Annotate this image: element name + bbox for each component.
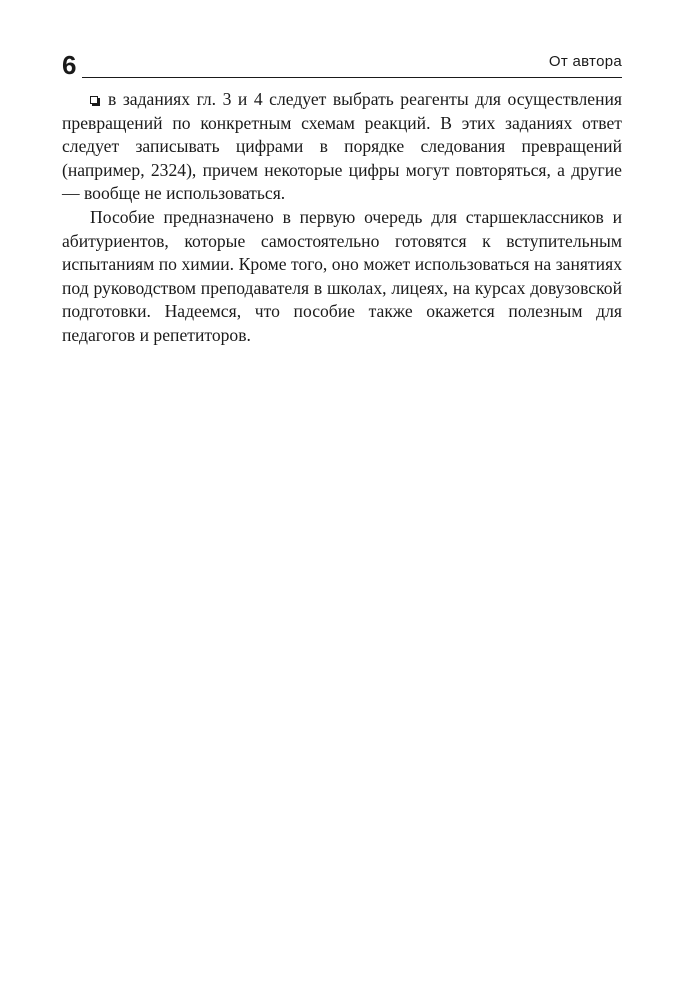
checkbox-bullet-icon bbox=[90, 96, 98, 104]
bullet-paragraph bbox=[62, 88, 622, 206]
page-number: 6 bbox=[62, 50, 77, 80]
header-rule bbox=[82, 77, 622, 78]
bullet-paragraph-text: в заданиях гл. 3 и 4 следует выбрать реагенты для осуществления превращений по конкретным схемам реакций. В этих заданиях ответ следует записывать цифрами в порядке следования превращений (например, 2324), причем некоторые цифры могут повторяться, а другие — вообще не использоваться. bbox=[62, 89, 622, 204]
running-head: От автора bbox=[548, 53, 622, 70]
body-text bbox=[62, 88, 622, 348]
paragraph: Пособие предназначено в первую очередь для старшеклассников и абитуриентов, которые самостоятельно готовятся к вступительным испытаниям по химии. Кроме того, оно может использоваться на занятиях под руководством преподавателя в школах, лицеях, на курсах довузовской подготовки. Надеемся, что пособие также окажется полезным для педагогов и репетиторов. bbox=[62, 206, 622, 345]
page-header bbox=[62, 50, 622, 82]
